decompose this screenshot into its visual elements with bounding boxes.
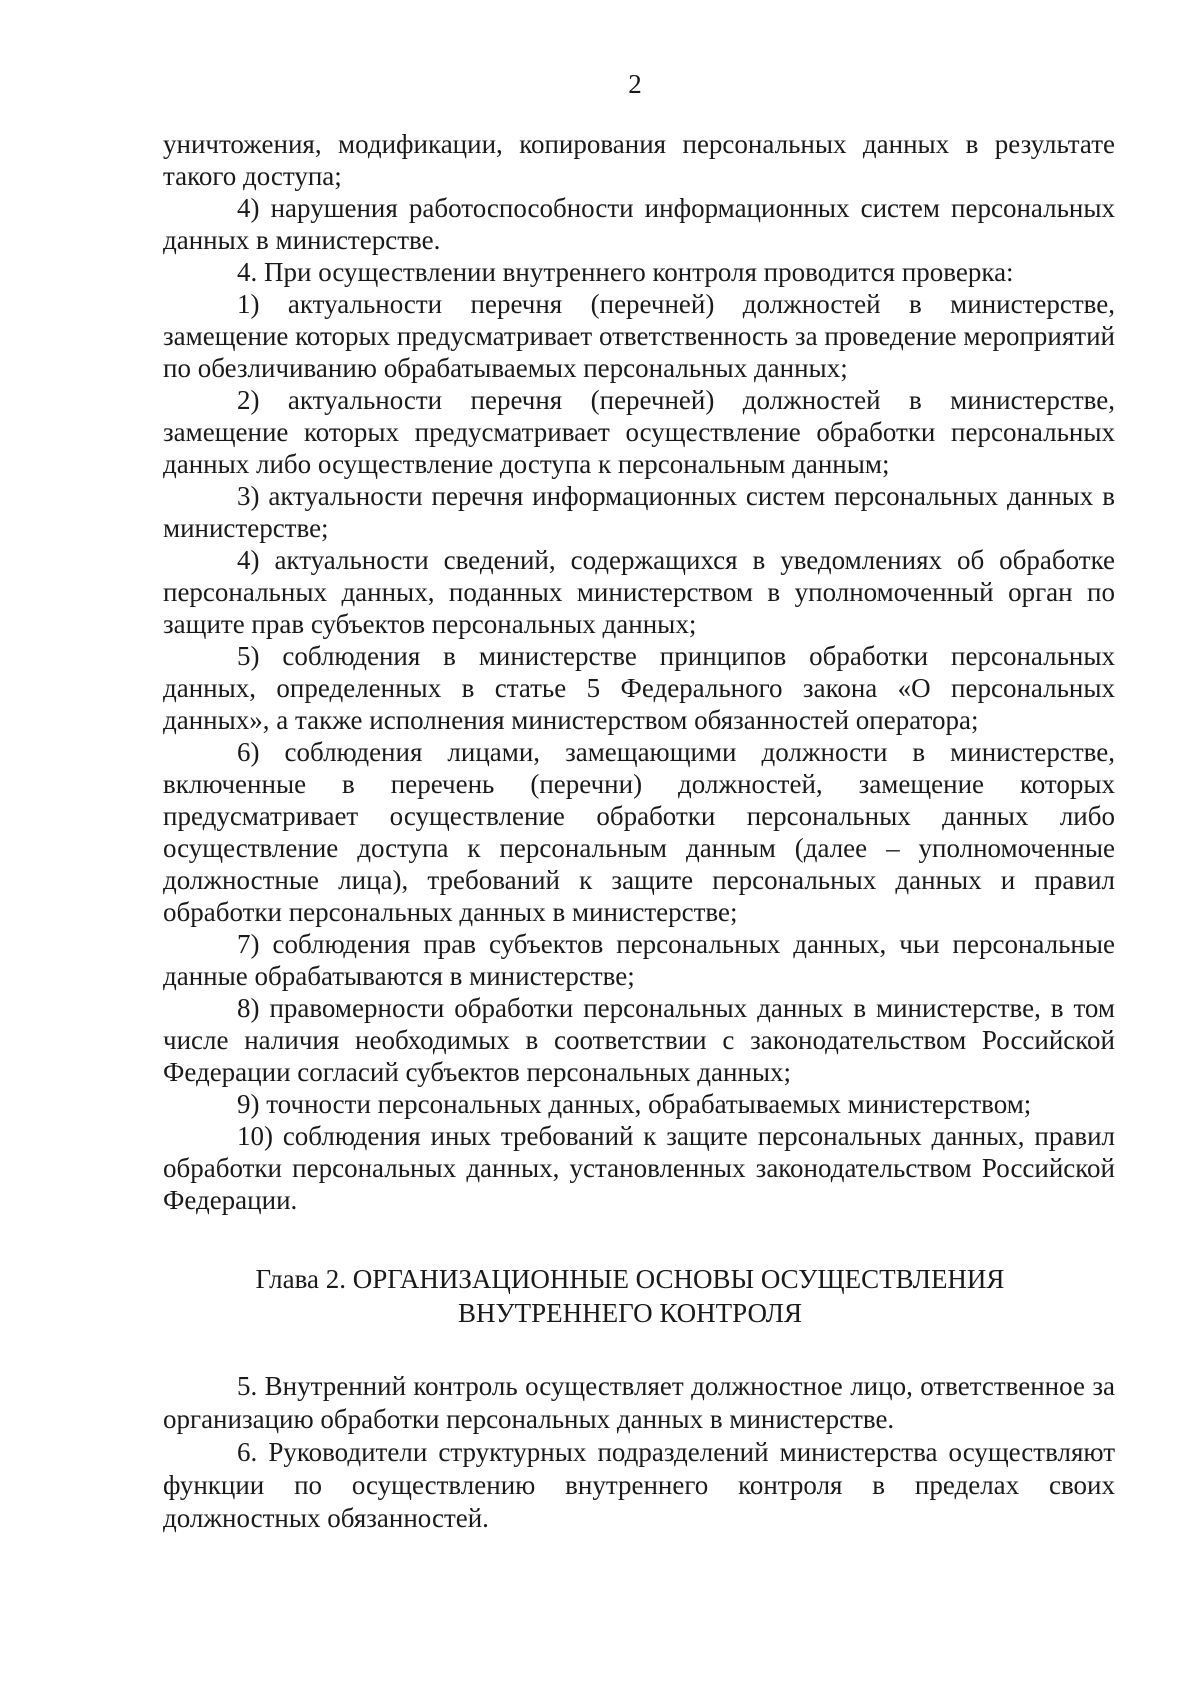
paragraph-clause-5: 5. Внутренний контроль осуществляет должностное лицо, ответственное за организацию обработки персональных данных в министерстве. bbox=[163, 1371, 1115, 1434]
paragraph-clause-4: 4. При осуществлении внутреннего контроля проводится проверка: bbox=[237, 257, 1014, 287]
paragraph-item: 8) правомерности обработки персональных данных в министерстве, в том числе наличия необходимых в соответствии с законодательством Российской Федерации согласий субъектов персональных данных; bbox=[163, 993, 1115, 1087]
paragraph-item: 9) точности персональных данных, обрабатываемых министерством; bbox=[237, 1089, 1032, 1119]
paragraph-item: 3) актуальности перечня информационных систем персональных данных в министерстве; bbox=[163, 481, 1115, 543]
chapter-heading-line: Глава 2. ОРГАНИЗАЦИОННЫЕ ОСНОВЫ ОСУЩЕСТВЛЕНИЯ bbox=[255, 1264, 1005, 1294]
paragraph-item: 6) соблюдения лицами, замещающими должности в министерстве, включенные в перечень (перечни) должностей, замещение которых предусматривает осуществление обработки персональных данных либо осуществление доступа к персональным данным (далее – уполномоченные должностные лица), требований к защите персональных данных и правил обработки персональных данных в министерстве; bbox=[163, 737, 1115, 927]
chapter-2-body bbox=[163, 1370, 1115, 1535]
chapter-heading-line: ВНУТРЕННЕГО КОНТРОЛЯ bbox=[458, 1298, 802, 1328]
page-number: 2 bbox=[628, 69, 642, 99]
chapter-heading bbox=[163, 1262, 1115, 1330]
paragraph-item: 7) соблюдения прав субъектов персональных данных, чьи персональные данные обрабатываются в министерстве; bbox=[163, 929, 1115, 991]
paragraph-item: 1) актуальности перечня (перечней) должностей в министерстве, замещение которых предусматривает ответственность за проведение мероприятий по обезличиванию обрабатываемых персональных данных; bbox=[163, 289, 1115, 383]
document-body bbox=[163, 128, 1115, 1535]
paragraph-item: 5) соблюдения в министерстве принципов обработки персональных данных, определенных в статье 5 Федерального закона «О персональных данных», а также исполнения министерством обязанностей оператора; bbox=[163, 641, 1115, 735]
paragraph-continuation: уничтожения, модификации, копирования персональных данных в результате такого доступа; bbox=[163, 129, 1115, 191]
paragraph-item: 10) соблюдения иных требований к защите персональных данных, правил обработки персональных данных, установленных законодательством Российской Федерации. bbox=[163, 1121, 1115, 1215]
paragraph-item: 4) нарушения работоспособности информационных систем персональных данных в министерстве. bbox=[163, 193, 1115, 255]
paragraph-item: 4) актуальности сведений, содержащихся в уведомлениях об обработке персональных данных, поданных министерством в уполномоченный орган по защите прав субъектов персональных данных; bbox=[163, 545, 1115, 639]
paragraph-clause-6: 6. Руководители структурных подразделений министерства осуществляют функции по осуществлению внутреннего контроля в пределах своих должностных обязанностей. bbox=[163, 1437, 1115, 1533]
paragraph-item: 2) актуальности перечня (перечней) должностей в министерстве, замещение которых предусматривает осуществление обработки персональных данных либо осуществление доступа к персональным данным; bbox=[163, 385, 1115, 479]
